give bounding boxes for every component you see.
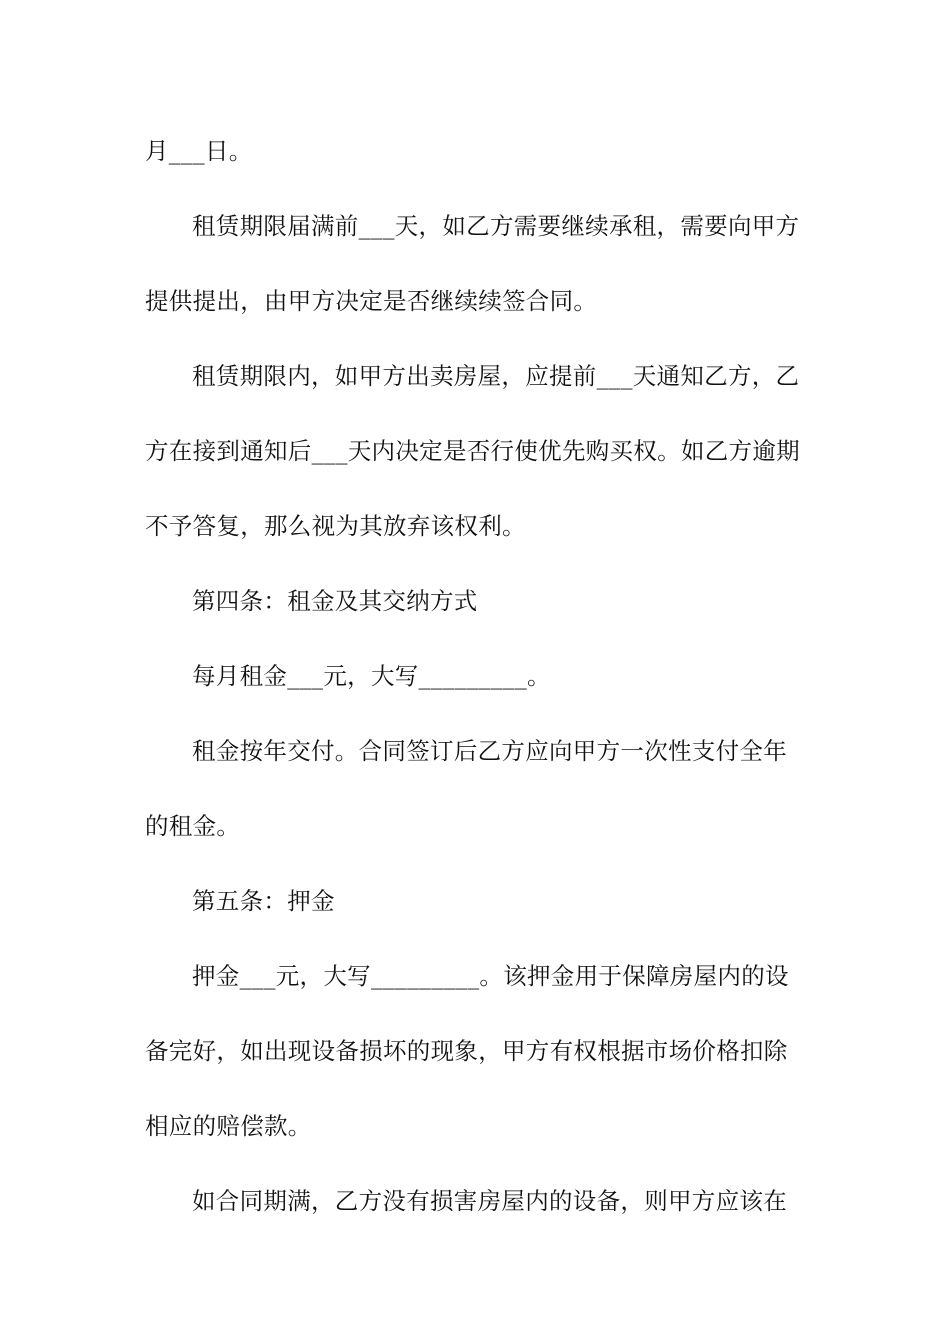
text-line: 不予答复，那么视为其放弃该权利。 — [145, 512, 526, 540]
section-heading-article-4: 第四条：租金及其交纳方式 — [192, 587, 478, 615]
text-line: 如合同期满，乙方没有损害房屋内的设备，则甲方应该在 — [192, 1187, 787, 1215]
text-line: 租赁期限届满前___天，如乙方需要继续承租，需要向甲方 — [192, 212, 800, 240]
section-heading-article-5: 第五条：押金 — [192, 887, 335, 915]
text-line: 相应的赔偿款。 — [145, 1112, 312, 1140]
text-line: 每月租金___元，大写_________。 — [192, 662, 551, 690]
text-line: 租金按年交付。合同签订后乙方应向甲方一次性支付全年 — [192, 737, 787, 765]
text-line: 的租金。 — [145, 812, 241, 840]
text-line: 备完好，如出现设备损坏的现象，甲方有权根据市场价格扣除 — [145, 1037, 788, 1065]
text-line: 月___日。 — [145, 137, 253, 165]
text-line: 租赁期限内，如甲方出卖房屋，应提前___天通知乙方，乙 — [192, 362, 800, 390]
text-line: 方在接到通知后___天内决定是否行使优先购买权。如乙方逾期 — [145, 437, 800, 465]
text-line: 提供提出，由甲方决定是否继续续签合同。 — [145, 287, 598, 315]
text-line: 押金___元，大写_________。该押金用于保障房屋内的设 — [192, 962, 789, 990]
